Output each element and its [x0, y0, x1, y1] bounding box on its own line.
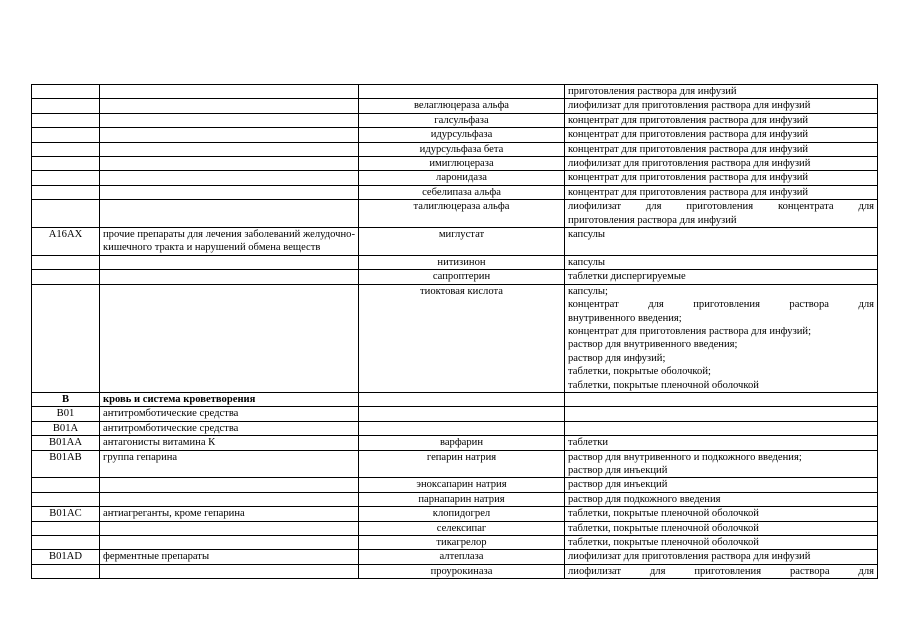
group-cell: антитромботические средства [100, 407, 359, 421]
group-cell [100, 142, 359, 156]
dosage-form-cell [565, 521, 878, 535]
dosage-form-cell [565, 157, 878, 171]
dosage-form-line: лиофилизат для приготовления раствора для инфузий [568, 551, 811, 563]
dosage-form-line: раствор для внутривенного введения; [568, 339, 738, 351]
drug-name-cell: галсульфаза [359, 113, 565, 127]
table-row [32, 270, 878, 284]
drug-classification-table [31, 84, 878, 579]
table-row [32, 255, 878, 269]
dosage-form-cell [565, 270, 878, 284]
dosage-form-line: раствор для подкожного введения [568, 493, 721, 505]
dosage-form-line: таблетки, покрытые пленочной оболочкой [568, 522, 759, 534]
dosage-form-line: таблетки диспергируемые [568, 271, 686, 283]
table-row [32, 478, 878, 492]
table-row [32, 492, 878, 506]
group-cell [100, 270, 359, 284]
group-cell [100, 113, 359, 127]
table-row [32, 142, 878, 156]
dosage-form-line: лиофилизат для приготовления раствора для инфузий [568, 100, 811, 112]
dosage-form-cell [565, 478, 878, 492]
drug-name-cell: сапроптерин [359, 270, 565, 284]
dosage-form-cell [565, 421, 878, 435]
group-cell [100, 564, 359, 578]
atc-code-cell: B01 [32, 407, 100, 421]
dosage-form-cell [565, 507, 878, 521]
atc-code-cell [32, 200, 100, 228]
dosage-form-line [568, 407, 874, 420]
group-cell [100, 185, 359, 199]
group-cell [100, 536, 359, 550]
table-row [32, 200, 878, 228]
atc-code-cell [32, 492, 100, 506]
dosage-form-cell [565, 436, 878, 450]
group-cell: кровь и система кроветворения [100, 392, 359, 406]
table-row [32, 171, 878, 185]
group-cell [100, 478, 359, 492]
table-row [32, 185, 878, 199]
table-row [32, 550, 878, 564]
group-cell [100, 284, 359, 392]
dosage-form-line: раствор для внутривенного и подкожного введения; [568, 451, 802, 463]
group-cell [100, 200, 359, 228]
atc-code-cell [32, 536, 100, 550]
drug-name-cell: талиглюцераза альфа [359, 200, 565, 228]
drug-name-cell: селексипаг [359, 521, 565, 535]
drug-name-cell: варфарин [359, 436, 565, 450]
group-cell [100, 128, 359, 142]
dosage-form-line: концентрат для приготовления раствора для инфузий [568, 129, 809, 141]
dosage-form-line: таблетки, покрытые пленочной оболочкой [568, 508, 759, 520]
table-row [32, 564, 878, 578]
dosage-form-line: приготовления раствора для инфузий [568, 214, 737, 226]
table-row [32, 284, 878, 392]
dosage-form-line: внутривенного введения; [568, 312, 682, 324]
drug-name-cell: эноксапарин натрия [359, 478, 565, 492]
group-cell: антитромботические средства [100, 421, 359, 435]
group-cell [100, 85, 359, 99]
atc-code-cell [32, 157, 100, 171]
drug-name-cell: миглустат [359, 228, 565, 256]
group-cell [100, 157, 359, 171]
group-cell: антагонисты витамина К [100, 436, 359, 450]
table-row [32, 507, 878, 521]
dosage-form-line: капсулы [568, 229, 606, 241]
table-row [32, 521, 878, 535]
group-cell: группа гепарина [100, 450, 359, 478]
dosage-form-line: таблетки [568, 437, 609, 449]
group-cell: ферментные препараты [100, 550, 359, 564]
atc-code-cell: A16AX [32, 228, 100, 256]
group-cell [100, 521, 359, 535]
atc-code-cell [32, 284, 100, 392]
table-row [32, 407, 878, 421]
dosage-form-cell [565, 200, 878, 228]
table-row [32, 128, 878, 142]
drug-name-cell [359, 407, 565, 421]
atc-code-cell [32, 564, 100, 578]
drug-name-cell: гепарин натрия [359, 450, 565, 478]
drug-name-cell [359, 421, 565, 435]
dosage-form-line: концентрат для приготовления раствора для инфузий; [568, 325, 812, 337]
dosage-form-line [568, 422, 874, 435]
drug-name-cell: ларонидаза [359, 171, 565, 185]
dosage-form-cell [565, 450, 878, 478]
table-body [32, 85, 878, 579]
dosage-form-line: раствор для инъекций [568, 479, 668, 491]
dosage-form-line: концентрат для приготовления раствора для инфузий [568, 114, 809, 126]
drug-name-cell: алтеплаза [359, 550, 565, 564]
group-cell: прочие препараты для лечения заболеваний желудочно-кишечного тракта и нарушений обмена веществ [100, 228, 359, 256]
dosage-form-cell [565, 99, 878, 113]
table-row [32, 450, 878, 478]
dosage-form-cell [565, 85, 878, 99]
dosage-form-line: капсулы; [568, 285, 608, 297]
table-row [32, 85, 878, 99]
dosage-form-line: таблетки, покрытые пленочной оболочкой [568, 379, 759, 391]
dosage-form-cell [565, 407, 878, 421]
atc-code-cell [32, 478, 100, 492]
group-cell [100, 171, 359, 185]
atc-code-cell [32, 521, 100, 535]
dosage-form-cell [565, 284, 878, 392]
dosage-form-cell [565, 113, 878, 127]
atc-code-cell [32, 113, 100, 127]
dosage-form-line: лиофилизат для приготовления концентрата для [568, 201, 874, 213]
table-row [32, 392, 878, 406]
dosage-form-line: раствор для инъекций [568, 464, 668, 476]
drug-name-cell [359, 392, 565, 406]
drug-name-cell: проурокиназа [359, 564, 565, 578]
dosage-form-cell [565, 255, 878, 269]
drug-name-cell: имиглюцераза [359, 157, 565, 171]
atc-code-cell: B01A [32, 421, 100, 435]
drug-name-cell: идурсульфаза бета [359, 142, 565, 156]
dosage-form-line: лиофилизат для приготовления раствора для [568, 565, 874, 577]
dosage-form-line: таблетки, покрытые оболочкой; [568, 366, 711, 378]
dosage-form-line: раствор для инфузий; [568, 352, 666, 364]
dosage-form-line: таблетки, покрытые пленочной оболочкой [568, 537, 759, 548]
dosage-form-cell [565, 142, 878, 156]
drug-name-cell: тиоктовая кислота [359, 284, 565, 392]
atc-code-cell: B [32, 392, 100, 406]
dosage-form-cell [565, 171, 878, 185]
drug-name-cell [359, 85, 565, 99]
dosage-form-line: капсулы [568, 256, 606, 268]
drug-name-cell: клопидогрел [359, 507, 565, 521]
dosage-form-cell [565, 550, 878, 564]
atc-code-cell [32, 142, 100, 156]
atc-code-cell [32, 270, 100, 284]
atc-code-cell: B01AA [32, 436, 100, 450]
dosage-form-cell [565, 185, 878, 199]
atc-code-cell [32, 128, 100, 142]
dosage-form-line [568, 393, 874, 406]
table-row [32, 436, 878, 450]
atc-code-cell [32, 99, 100, 113]
dosage-form-line: концентрат для приготовления раствора для инфузий [568, 143, 809, 155]
table-row [32, 421, 878, 435]
table-row [32, 228, 878, 256]
group-cell [100, 255, 359, 269]
dosage-form-cell [565, 392, 878, 406]
atc-code-cell: B01AB [32, 450, 100, 478]
drug-name-cell: тикагрелор [359, 536, 565, 550]
dosage-form-cell [565, 128, 878, 142]
drug-name-cell: себелипаза альфа [359, 185, 565, 199]
dosage-form-cell [565, 564, 878, 578]
atc-code-cell [32, 185, 100, 199]
drug-name-cell: парнапарин натрия [359, 492, 565, 506]
dosage-form-cell [565, 536, 878, 550]
group-cell [100, 492, 359, 506]
dosage-form-cell [565, 492, 878, 506]
atc-code-cell [32, 85, 100, 99]
dosage-form-line: концентрат для приготовления раствора для [568, 299, 874, 311]
drug-name-cell: идурсульфаза [359, 128, 565, 142]
drug-name-cell: велаглюцераза альфа [359, 99, 565, 113]
dosage-form-line: лиофилизат для приготовления раствора для инфузий [568, 158, 811, 170]
atc-code-cell: B01AC [32, 507, 100, 521]
atc-code-cell: B01AD [32, 550, 100, 564]
drug-name-cell: нитизинон [359, 255, 565, 269]
table-row [32, 99, 878, 113]
dosage-form-cell [565, 228, 878, 256]
dosage-form-line: концентрат для приготовления раствора для инфузий [568, 186, 809, 198]
table-row [32, 157, 878, 171]
group-cell: антиагреганты, кроме гепарина [100, 507, 359, 521]
dosage-form-line: концентрат для приготовления раствора для инфузий [568, 172, 809, 184]
dosage-form-line: приготовления раствора для инфузий [568, 86, 737, 97]
group-cell [100, 99, 359, 113]
table-row [32, 113, 878, 127]
atc-code-cell [32, 171, 100, 185]
table-row [32, 536, 878, 550]
atc-code-cell [32, 255, 100, 269]
